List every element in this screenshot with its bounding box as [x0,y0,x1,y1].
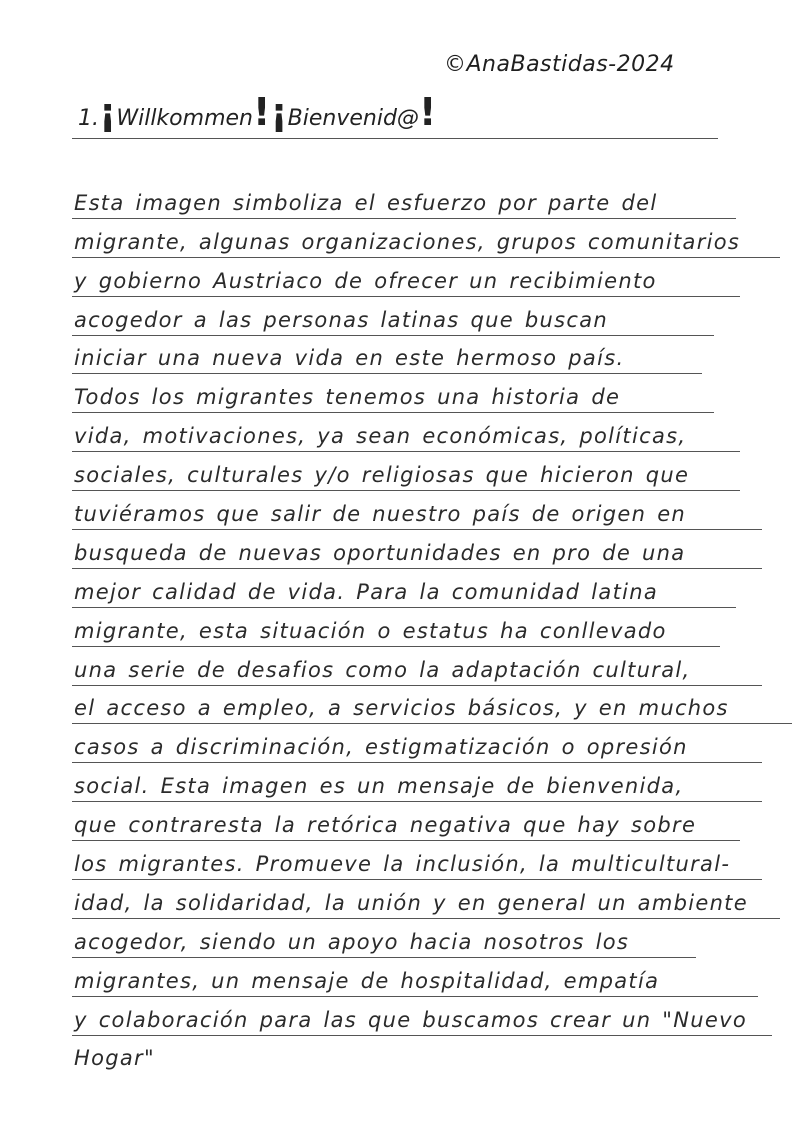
text-line-content: sociales, culturales y/o religiosas que hicieron que [74,463,690,488]
text-line [72,413,800,452]
text-line [72,841,800,880]
text-line [72,491,800,530]
text-line-content: migrante, algunas organizaciones, grupos comunitarios [74,229,741,254]
text-line-content: idad, la solidaridad, la unión y en general un ambiente [74,890,748,915]
text-line-content: acogedor, siendo un apoyo hacia nosotros los [74,929,630,954]
text-line [72,686,800,725]
text-line [72,180,800,219]
text-line [72,452,800,491]
title-close-exclamation-2: ! [418,90,437,134]
text-line-content: Hogar" [74,1046,155,1071]
text-line [72,647,800,686]
text-line-content: casos a discriminación, estigmatización o opresión [74,735,688,760]
text-line-content: mejor calidad de vida. Para la comunidad latina [74,579,659,604]
text-line [72,958,800,997]
text-line [72,219,800,258]
text-line-content: iniciar una nueva vida en este hermoso país. [74,346,625,371]
text-line-content: tuviéramos que salir de nuestro país de origen en [74,502,687,527]
text-line-content: y gobierno Austriaco de ofrecer un recibimiento [74,268,657,293]
text-line-content: acogedor a las personas latinas que buscan [74,307,609,332]
text-line-content: los migrantes. Promueve la inclusión, la multicultural- [74,852,731,877]
text-line [72,802,800,841]
text-line [72,569,800,608]
text-line-content: busqueda de nuevas oportunidades en pro de una [74,540,686,565]
text-line-content: vida, motivaciones, ya sean económicas, políticas, [74,424,687,449]
text-line [72,608,800,647]
title-close-exclamation-1: ! [252,90,271,134]
text-line [72,1036,800,1075]
title-number: 1. [78,106,99,131]
text-line [72,724,800,763]
text-line-content: el acceso a empleo, a servicios básicos, y en muchos [74,696,729,721]
copyright-notice: ©AnaBastidas-2024 [444,52,675,77]
text-line [72,530,800,569]
title-open-exclamation-1: ¡ [99,90,117,134]
text-line [72,763,800,802]
text-line-content: Todos los migrantes tenemos una historia de [74,385,621,410]
text-line-content: migrantes, un mensaje de hospitalidad, empatía [74,968,660,993]
text-line [72,374,800,413]
text-line [72,919,800,958]
title-word-willkommen: Willkommen [116,106,253,131]
text-line-content: que contraresta la retórica negativa que hay sobre [74,813,697,838]
text-line [72,880,800,919]
text-line [72,258,800,297]
body-text [72,180,800,1074]
text-line-content: y colaboración para las que buscamos crear un "Nuevo [74,1007,747,1032]
page-title [78,90,436,134]
text-line [72,997,800,1036]
text-line-content: una serie de desafios como la adaptación cultural, [74,657,691,682]
text-line-content: Esta imagen simboliza el esfuerzo por parte del [74,190,658,215]
text-line-content: social. Esta imagen es un mensaje de bienvenida, [74,774,684,799]
text-line-content: migrante, esta situación o estatus ha conllevado [74,618,667,643]
title-word-bienvenida: Bienvenid@ [287,106,419,131]
text-line [72,297,800,336]
title-open-exclamation-2: ¡ [270,90,288,134]
title-rule [72,90,718,139]
text-line [72,336,800,375]
